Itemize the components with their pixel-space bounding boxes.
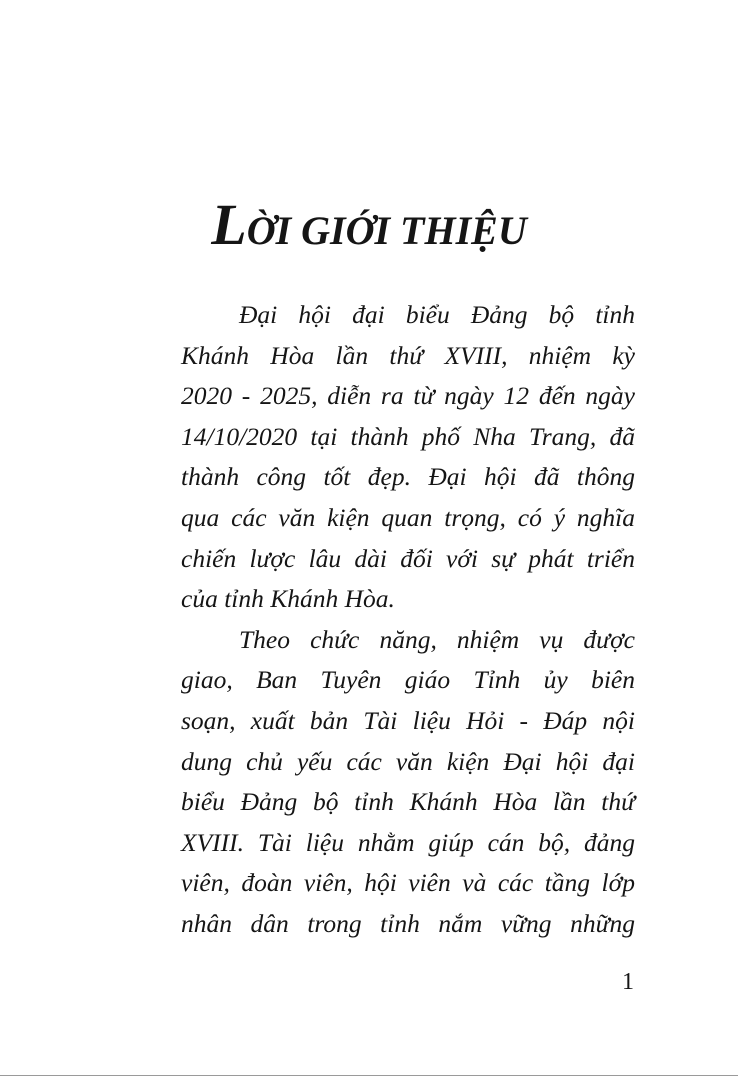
paragraph-2-line-7: viên, đoàn viên, hội viên và các tầng lớp bbox=[181, 868, 635, 898]
paragraph-2-line-3: soạn, xuất bản Tài liệu Hỏi - Đáp nội bbox=[181, 705, 635, 735]
paragraph-2-line-4: dung chủ yếu các văn kiện Đại hội đại bbox=[181, 746, 635, 776]
paragraph-1-line-6: qua các văn kiện quan trọng, có ý nghĩa bbox=[181, 502, 635, 532]
paragraph-1-line-8: của tỉnh Khánh Hòa. bbox=[181, 584, 395, 614]
introduction-body bbox=[181, 295, 635, 945]
paragraph-2-line-8: nhân dân trong tỉnh nắm vững những bbox=[181, 908, 635, 938]
paragraph-1-line-2: Khánh Hòa lần thứ XVIII, nhiệm kỳ bbox=[181, 340, 635, 370]
paragraph-1-line-1: Đại hội đại biểu Đảng bộ tỉnh bbox=[239, 300, 635, 329]
title-drop-letter: L bbox=[211, 192, 247, 257]
page-title bbox=[0, 192, 738, 257]
bottom-divider bbox=[0, 1075, 738, 1076]
paragraph-2-line-5: biểu Đảng bộ tỉnh Khánh Hòa lần thứ bbox=[181, 787, 635, 817]
paragraph-2-line-1: Theo chức năng, nhiệm vụ được bbox=[239, 624, 635, 654]
page-number: 1 bbox=[622, 969, 634, 995]
paragraph-2-line-6: XVIII. Tài liệu nhằm giúp cán bộ, đảng bbox=[181, 827, 635, 857]
paragraph-2-line-2: giao, Ban Tuyên giáo Tỉnh ủy biên bbox=[181, 665, 635, 695]
paragraph-1-line-7: chiến lược lâu dài đối với sự phát triển bbox=[181, 543, 635, 573]
title-text: ỜI GIỚI THIỆU bbox=[246, 208, 527, 253]
paragraph-1-line-4: 14/10/2020 tại thành phố Nha Trang, đã bbox=[181, 421, 635, 451]
paragraph-1-line-5: thành công tốt đẹp. Đại hội đã thông bbox=[181, 462, 635, 492]
paragraph-1-line-3: 2020 - 2025, diễn ra từ ngày 12 đến ngày bbox=[181, 381, 635, 411]
